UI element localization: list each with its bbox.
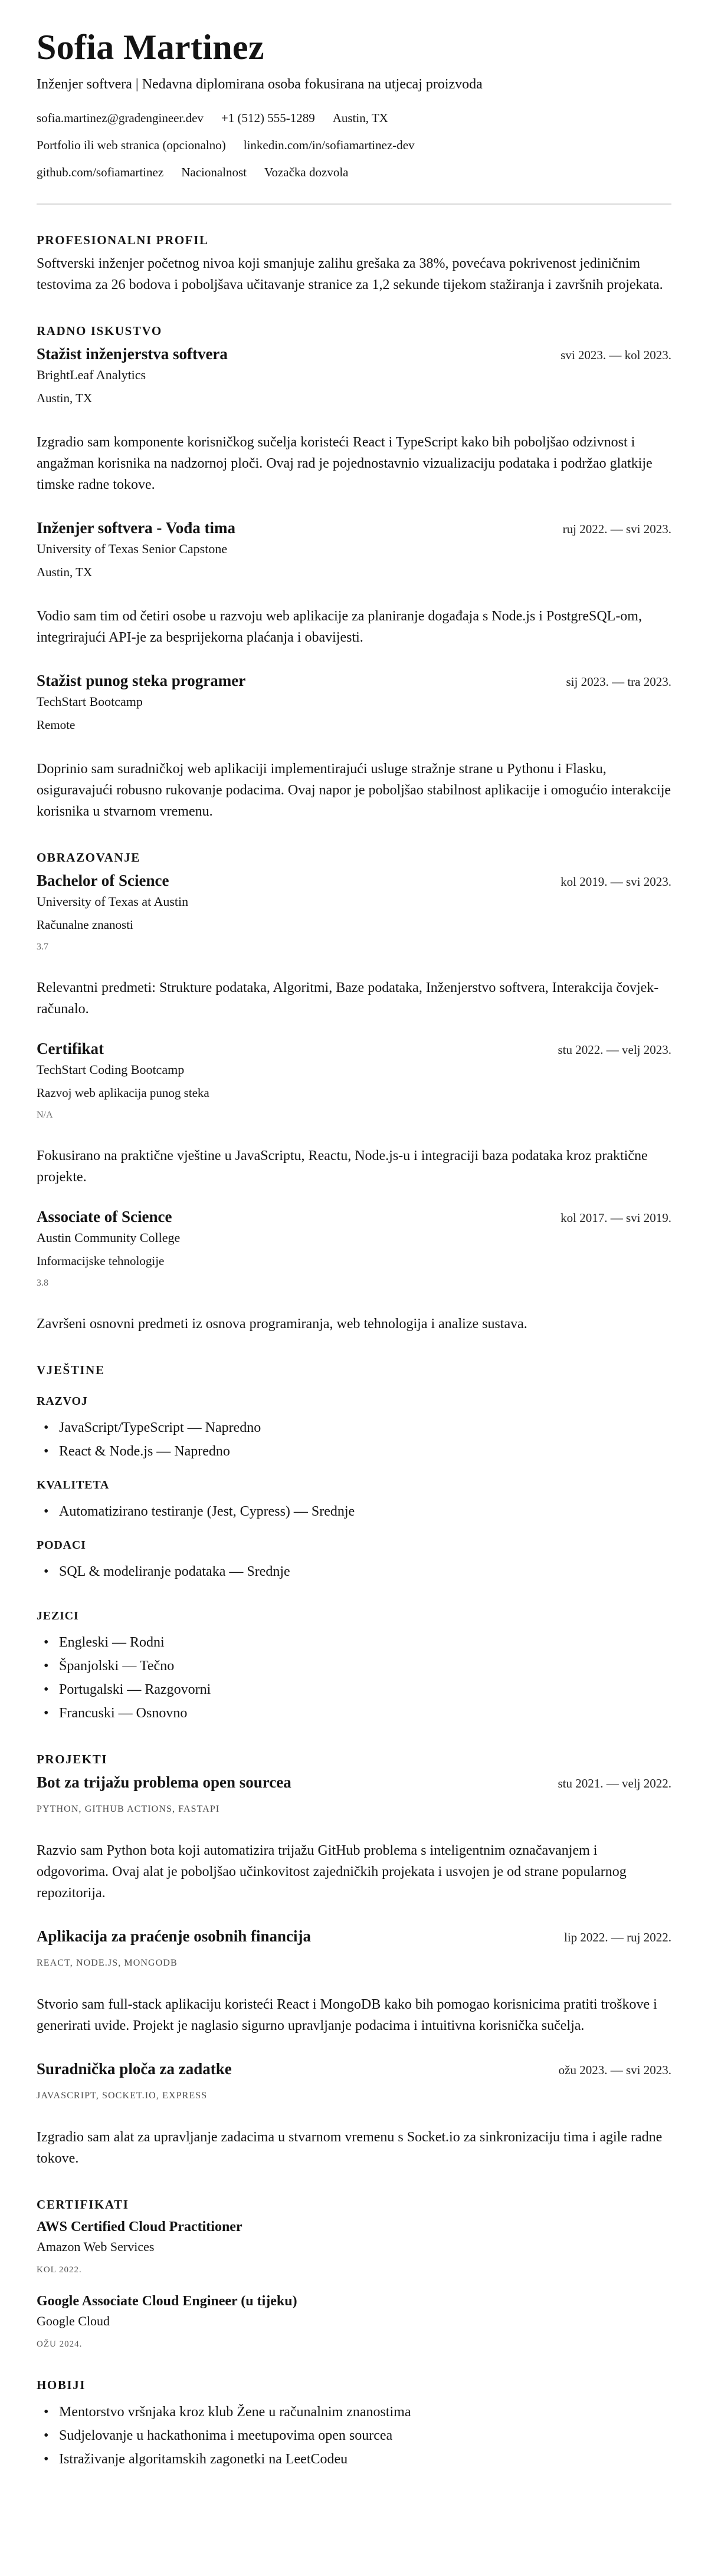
school-name: Austin Community College bbox=[37, 1230, 181, 1245]
project-dates: ožu 2023. — svi 2023. bbox=[558, 2062, 671, 2077]
certificates-heading: CERTIFIKATI bbox=[37, 2197, 129, 2212]
experience-item-header bbox=[37, 518, 671, 538]
education-description: Završeni osnovni predmeti iz osnova programiranja, web tehnologija i analize sustava. bbox=[37, 1316, 527, 1332]
degree-title: Bachelor of Science bbox=[37, 871, 169, 889]
section-certificates bbox=[37, 2196, 671, 2350]
project-tech-stack: PYTHON, GITHUB ACTIONS, FASTAPI bbox=[37, 1803, 220, 1814]
section-hobbies bbox=[37, 2377, 671, 2470]
driving-license-text: Vozačka dozvola bbox=[264, 165, 349, 179]
hobby-item: • Sudjelovanje u hackathonima i meetupovima open sourcea bbox=[44, 2425, 671, 2446]
skill-list bbox=[37, 1561, 671, 1582]
education-item-header bbox=[37, 1207, 671, 1227]
hobby-list bbox=[37, 2401, 671, 2470]
hobbies-heading: HOBIJI bbox=[37, 2377, 86, 2392]
job-dates: svi 2023. — kol 2023. bbox=[560, 347, 671, 362]
section-profile bbox=[37, 232, 671, 295]
skill-item: • Automatizirano testiranje (Jest, Cypress) — Srednje bbox=[44, 1501, 671, 1522]
project-item-header bbox=[37, 1772, 671, 1793]
github-text: github.com/sofiamartinez bbox=[37, 165, 164, 179]
field-of-study: Računalne znanosti bbox=[37, 917, 133, 932]
section-projects bbox=[37, 1751, 671, 2169]
certificate-issuer: Google Cloud bbox=[37, 2313, 110, 2328]
language-item: • Francuski — Osnovno bbox=[44, 1703, 671, 1724]
candidate-subtitle: Inženjer softvera | Nedavna diplomirana osoba fokusirana na utjecaj proizvoda bbox=[37, 77, 483, 92]
job-title: Stažist punog steka programer bbox=[37, 671, 246, 689]
project-description: Stvorio sam full-stack aplikaciju koristeći React i MongoDB kako bih pomogao korisnicima pratiti troškove i generirati uvide. Projekt je naglasio sigurno upravljanje podacima i intuitivna korisnička sučelja. bbox=[37, 1996, 657, 2033]
experience-item-header bbox=[37, 344, 671, 364]
project-dates: stu 2021. — velj 2022. bbox=[558, 1776, 671, 1790]
company-name: University of Texas Senior Capstone bbox=[37, 541, 228, 556]
project-title: Aplikacija za praćenje osobnih financija bbox=[37, 1927, 312, 1945]
experience-item bbox=[37, 344, 671, 495]
project-item bbox=[37, 1772, 671, 1904]
project-title: Suradnička ploča za zadatke bbox=[37, 2059, 232, 2078]
gpa-value: 3.8 bbox=[37, 1277, 48, 1288]
job-dates: ruj 2022. — svi 2023. bbox=[562, 521, 671, 536]
section-skills bbox=[37, 1362, 671, 1724]
education-item-header bbox=[37, 870, 671, 891]
job-location: Remote bbox=[37, 717, 76, 732]
job-description: Doprinio sam suradničkoj web aplikaciji implementirajući usluge stražnje strane u Pythonu i Flasku, osiguravajući robusno rukovanje podacima. Ovaj napor je poboljšao stabilnost aplikacije i omogućio interakcije korisnika u stvarnom vremenu. bbox=[37, 761, 671, 819]
experience-heading: RADNO ISKUSTVO bbox=[37, 323, 162, 338]
section-experience bbox=[37, 323, 671, 822]
language-item: • Španjolski — Tečno bbox=[44, 1655, 671, 1677]
project-description: Razvio sam Python bota koji automatizira trijažu GitHub problema s inteligentnim označavanjem i odgovorima. Ovaj alat je poboljšao učinkovitost zajedničkih projekata i usvojen je od strane popularnog repozitorija. bbox=[37, 1842, 627, 1901]
language-list bbox=[37, 1632, 671, 1724]
skill-group-quality: KVALITETA bbox=[37, 1478, 110, 1491]
education-dates: kol 2019. — svi 2023. bbox=[560, 874, 671, 889]
job-location: Austin, TX bbox=[37, 564, 93, 579]
experience-item bbox=[37, 671, 671, 822]
resume-header bbox=[37, 27, 671, 186]
education-dates: kol 2017. — svi 2019. bbox=[560, 1210, 671, 1225]
gpa-value: 3.7 bbox=[37, 941, 48, 952]
phone-text: +1 (512) 555-1289 bbox=[221, 110, 315, 125]
education-item-header bbox=[37, 1039, 671, 1059]
skill-item: • React & Node.js — Napredno bbox=[44, 1441, 671, 1462]
skill-group-languages: JEZICI bbox=[37, 1609, 79, 1622]
experience-item-header bbox=[37, 671, 671, 691]
education-item bbox=[37, 870, 671, 1020]
field-of-study: Razvoj web aplikacija punog steka bbox=[37, 1085, 209, 1100]
contact-row-2 bbox=[37, 132, 671, 159]
certificate-item bbox=[37, 2217, 671, 2275]
field-of-study: Informacijske tehnologije bbox=[37, 1253, 165, 1268]
skill-list bbox=[37, 1417, 671, 1462]
language-item: • Engleski — Rodni bbox=[44, 1632, 671, 1653]
project-item-header bbox=[37, 2059, 671, 2079]
linkedin-text: linkedin.com/in/sofiamartinez-dev bbox=[243, 137, 415, 152]
language-item: • Portugalski — Razgovorni bbox=[44, 1679, 671, 1700]
education-item bbox=[37, 1039, 671, 1188]
profile-heading: PROFESIONALNI PROFIL bbox=[37, 232, 209, 247]
certificate-title: Google Associate Cloud Engineer (u tijeku) bbox=[37, 2293, 297, 2309]
project-dates: lip 2022. — ruj 2022. bbox=[564, 1930, 671, 1944]
skill-group-development: RAZVOJ bbox=[37, 1394, 88, 1408]
certificate-issuer: Amazon Web Services bbox=[37, 2239, 155, 2254]
education-item bbox=[37, 1207, 671, 1335]
certificate-title: AWS Certified Cloud Practitioner bbox=[37, 2219, 242, 2235]
contact-info bbox=[37, 104, 671, 186]
skill-item: • JavaScript/TypeScript — Napredno bbox=[44, 1417, 671, 1438]
hobby-item: • Istraživanje algoritamskih zagonetki na LeetCodeu bbox=[44, 2449, 671, 2470]
project-title: Bot za trijažu problema open sourcea bbox=[37, 1773, 291, 1791]
project-description: Izgradio sam alat za upravljanje zadacima u stvarnom vremenu s Socket.io za sinkronizaciju tima i agile radne tokove. bbox=[37, 2129, 663, 2166]
company-name: TechStart Bootcamp bbox=[37, 694, 143, 709]
certificate-item bbox=[37, 2292, 671, 2350]
school-name: University of Texas at Austin bbox=[37, 893, 189, 909]
profile-text: Softverski inženjer početnog nivoa koji smanjuje zalihu grešaka za 38%, povećava pokrivenost jediničnim testovima za 26 bodova i poboljšava učitavanje stranice za 1,2 sekunde tijekom stažiranja i završnih projekata. bbox=[37, 255, 663, 293]
hobby-item: • Mentorstvo vršnjaka kroz klub Žene u računalnim znanostima bbox=[44, 2401, 671, 2423]
location-text: Austin, TX bbox=[332, 110, 388, 125]
certificate-date: OŽU 2024. bbox=[37, 2339, 83, 2349]
education-heading: OBRAZOVANJE bbox=[37, 850, 140, 865]
degree-title: Certifikat bbox=[37, 1039, 104, 1057]
job-description: Vodio sam tim od četiri osobe u razvoju web aplikacije za planiranje događaja s Node.js i PostgreSQL-om, integrirajući API-je za besprijekorna plaćanja i obavijesti. bbox=[37, 608, 642, 645]
skills-heading: VJEŠTINE bbox=[37, 1362, 105, 1377]
job-description: Izgradio sam komponente korisničkog sučelja koristeći React i TypeScript kako bih poboljšao odzivnost i angažman korisnika na nadzornoj ploči. Ovaj rad je pojednostavnio vizualizaciju podataka i podržao glatkije timske radne tokove. bbox=[37, 434, 653, 492]
skill-list bbox=[37, 1501, 671, 1522]
job-title: Inženjer softvera - Vođa tima bbox=[37, 518, 235, 537]
candidate-name: Sofia Martinez bbox=[37, 28, 264, 67]
experience-item bbox=[37, 518, 671, 648]
contact-row-1 bbox=[37, 104, 671, 132]
gpa-value: N/A bbox=[37, 1109, 53, 1120]
nationality-text: Nacionalnost bbox=[181, 165, 247, 179]
email-text: sofia.martinez@gradengineer.dev bbox=[37, 110, 204, 125]
skill-item: • SQL & modeliranje podataka — Srednje bbox=[44, 1561, 671, 1582]
certificate-date: KOL 2022. bbox=[37, 2265, 82, 2275]
job-dates: sij 2023. — tra 2023. bbox=[566, 674, 671, 689]
job-title: Stažist inženjerstva softvera bbox=[37, 344, 228, 363]
education-description: Relevantni predmeti: Strukture podataka, Algoritmi, Baze podataka, Inženjerstvo softvera, Interakcija čovjek-računalo. bbox=[37, 980, 659, 1017]
company-name: BrightLeaf Analytics bbox=[37, 367, 146, 382]
project-item bbox=[37, 1926, 671, 2036]
project-item bbox=[37, 2059, 671, 2169]
contact-row-3 bbox=[37, 159, 671, 186]
school-name: TechStart Coding Bootcamp bbox=[37, 1062, 185, 1077]
portfolio-text: Portfolio ili web stranica (opcionalno) bbox=[37, 137, 226, 152]
education-dates: stu 2022. — velj 2023. bbox=[558, 1042, 671, 1057]
project-tech-stack: JAVASCRIPT, SOCKET.IO, EXPRESS bbox=[37, 2090, 208, 2101]
education-description: Fokusirano na praktične vještine u JavaScriptu, Reactu, Node.js-u i integraciji baza podataka kroz praktične projekte. bbox=[37, 1148, 648, 1185]
section-education bbox=[37, 849, 671, 1335]
project-item-header bbox=[37, 1926, 671, 1947]
project-tech-stack: REACT, NODE.JS, MONGODB bbox=[37, 1957, 178, 1968]
job-location: Austin, TX bbox=[37, 390, 93, 405]
header-divider bbox=[37, 203, 671, 205]
projects-heading: PROJEKTI bbox=[37, 1752, 108, 1766]
degree-title: Associate of Science bbox=[37, 1207, 172, 1225]
skill-group-data: PODACI bbox=[37, 1538, 86, 1552]
